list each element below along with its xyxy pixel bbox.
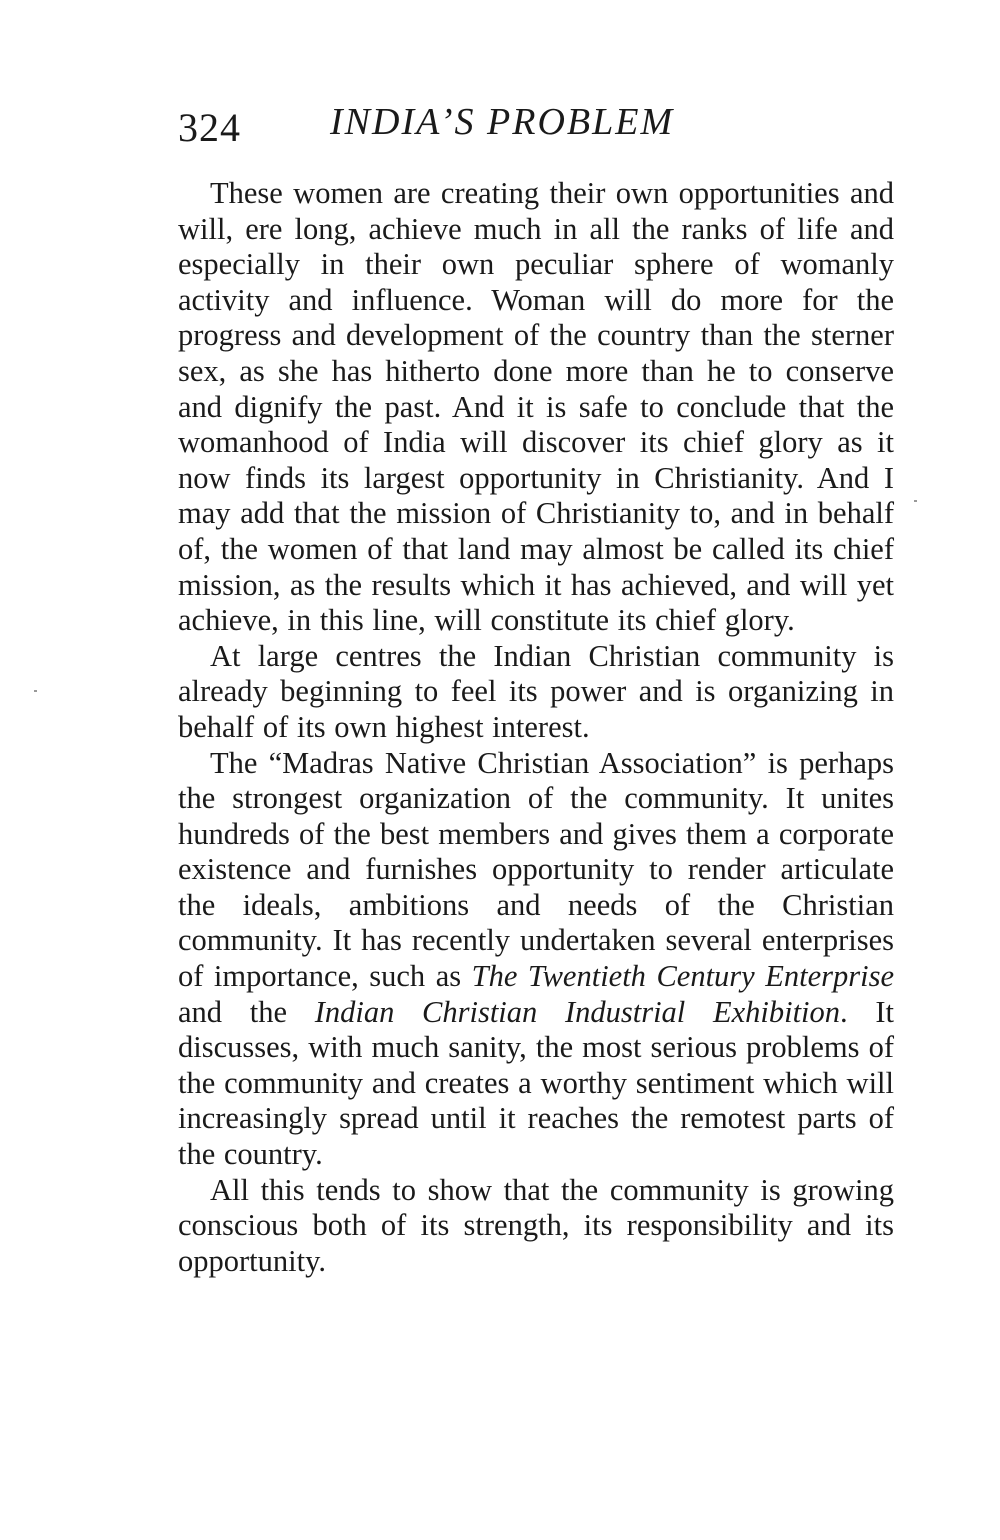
running-title: INDIA’S PROBLEM (330, 101, 675, 143)
italic-title-twentieth-century: The Twentieth Century Enterprise (471, 959, 894, 994)
association-text-part-1: The “Madras Native Christian Association” is perhaps the strongest organization of the community. It unites hundreds of the best members and gives them a corporate existence and furnishes opportunity to render articulate the ideals, ambitions and needs of the Christian community. It has recently undertaken several enterprises of importance, such as (178, 745, 894, 994)
italic-title-industrial-exhibition: Indian Christian Industrial Exhibition (314, 994, 841, 1029)
association-text-part-2: and the (178, 994, 315, 1029)
scan-speck (34, 690, 37, 692)
page-number: 324 (178, 105, 241, 150)
paragraph-womanhood: These women are creating their own opportunities and will, ere long, achieve much in all the ranks of life and especially in their own peculiar sphere of womanly activity and influence. Woman will do more for the progress and development of the country than the sterner sex, as she has hitherto done more than he to conserve and dignify the past. And it is safe to conclude that the womanhood of India will discover its chief glory as it now finds its largest opportunity in Christianity. And I may add that the mission of Christianity to, and in behalf of, the women of that land may almost be called its chief mission, as the results which it has achieved, and will yet achieve, in this line, will constitute its chief glory. (178, 176, 894, 638)
scan-speck (914, 500, 917, 502)
body-text (178, 176, 894, 1279)
paragraph-conclusion: All this tends to show that the community is growing conscious both of its strength, its responsibility and its opportunity. (178, 1172, 894, 1278)
paragraph-community-centres: At large centres the Indian Christian community is already beginning to feel its power and is organizing in behalf of its own highest interest. (178, 638, 894, 744)
paragraph-madras-association (178, 746, 894, 1173)
running-head (178, 100, 898, 150)
association-text-part-3: . It discusses, with much sanity, the most serious problems of the community and creates a worthy sentiment which will increasingly spread until it reaches the remotest parts of the country. (178, 994, 894, 1172)
